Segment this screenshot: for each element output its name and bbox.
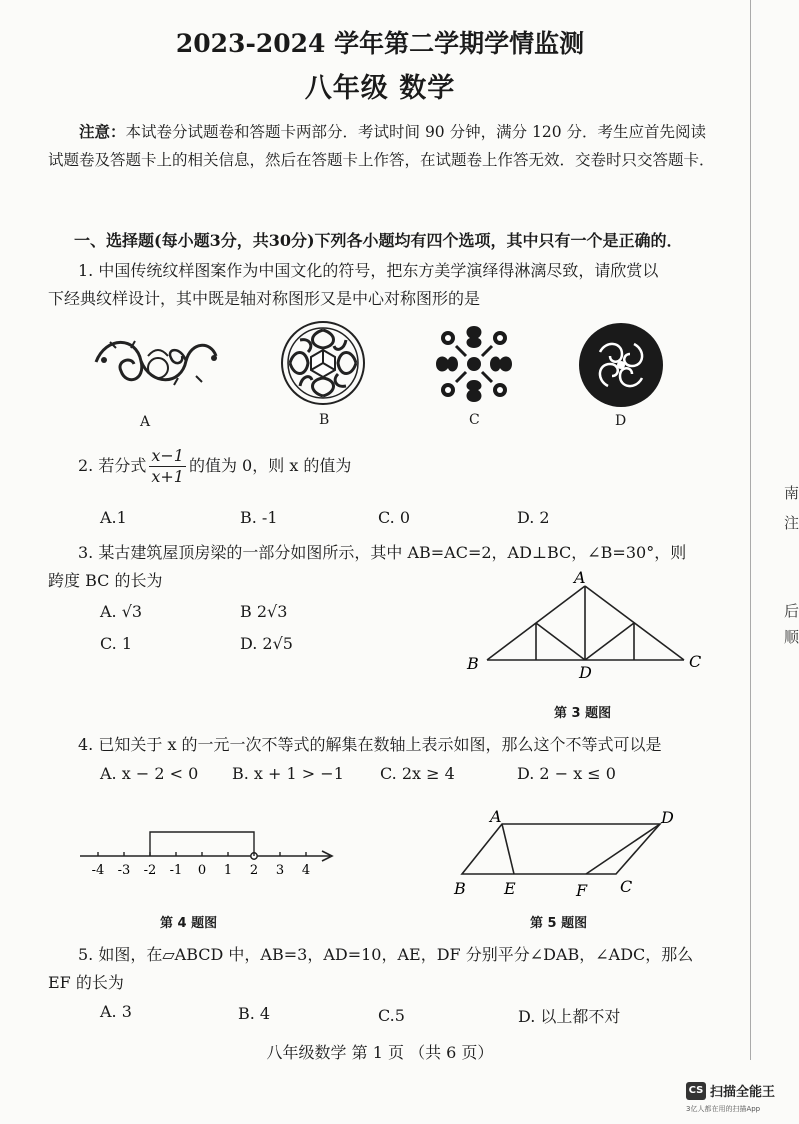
- pattern-a-label: A: [140, 414, 151, 430]
- q5-option-d: D. 以上都不对: [518, 1007, 621, 1026]
- q3-option-c: C. 1: [100, 634, 133, 653]
- q2-option-c: C. 0: [378, 508, 411, 527]
- q4-option-a: A. x − 2 < 0: [100, 764, 199, 783]
- q2-denominator: x+1: [151, 467, 184, 486]
- tick-label: 1: [223, 863, 233, 878]
- pattern-c-label: C: [469, 412, 480, 428]
- q4-stem: 4. 已知关于 x 的一元一次不等式的解集在数轴上表示如图，那么这个不等式可以是: [78, 735, 662, 754]
- q3-figure-caption: 第 3 题图: [554, 706, 612, 721]
- notice: [48, 118, 718, 174]
- q3-point-a: A: [574, 568, 586, 587]
- q1-line1: 1. 中国传统纹样图案作为中国文化的符号，把东方美学演绎得淋漓尽致，请欣赏以: [78, 261, 659, 280]
- pattern-d-image: [578, 322, 664, 408]
- section-1-heading: 一、选择题(每小题3分，共30分)下列各小题均有四个选项，其中只有一个是正确的．: [74, 231, 683, 250]
- q5-option-a: A. 3: [100, 1002, 132, 1021]
- edge-char-2: 注: [784, 514, 799, 532]
- tick-label: 4: [301, 863, 311, 878]
- q3-point-d: D: [579, 663, 592, 682]
- tick-label: 3: [275, 863, 285, 878]
- pattern-d-label: D: [615, 413, 627, 429]
- q2-prefix: 2. 若分式: [78, 456, 147, 475]
- q2-fraction: [149, 446, 186, 487]
- notice-text: 本试卷分试题卷和答题卡两部分．考试时间 90 分钟，满分 120 分．考生应首先阅读试题卷及答题卡上的相关信息，然后在答题卡上作答，在试题卷上作答无效．交卷时只交答题卡．: [48, 123, 715, 169]
- q1-line2: 下经典纹样设计，其中既是轴对称图形又是中心对称图形的是: [48, 289, 481, 308]
- q3-line1: 3. 某古建筑屋顶房梁的一部分如图所示，其中 AB=AC=2，AD⊥BC，∠B=30°，则: [78, 543, 687, 562]
- q3-point-b: B: [467, 654, 479, 673]
- q5-point-a: A: [490, 807, 502, 826]
- q5-line2: EF 的长为: [48, 973, 124, 992]
- q4-number-line: [76, 820, 338, 880]
- q4-option-b: B. x + 1 > −1: [232, 764, 344, 783]
- q4-option-c: C. 2x ≥ 4: [380, 764, 455, 783]
- q2-suffix: 的值为 0，则 x 的值为: [188, 456, 352, 475]
- q5-line1: 5. 如图，在▱ABCD 中，AB=3，AD=10，AE，DF 分别平分∠DAB，∠ADC，那么: [78, 945, 694, 964]
- pattern-c-image: [432, 322, 516, 406]
- camscanner-logo-icon: CS: [686, 1082, 706, 1100]
- q3-point-c: C: [689, 652, 702, 671]
- exam-subtitle: 八年级 数学: [304, 73, 456, 104]
- q3-option-d: D. 2√5: [240, 634, 293, 653]
- edge-char-1: 南: [784, 484, 799, 502]
- q4-figure-caption: 第 4 题图: [160, 916, 218, 931]
- tick-label: 2: [249, 863, 259, 878]
- pattern-b-image: [280, 320, 366, 406]
- notice-label: 注意：: [79, 122, 126, 141]
- q5-point-f: F: [576, 881, 588, 900]
- camscanner-name: 扫描全能王: [710, 1085, 776, 1100]
- q3-option-a: A. √3: [100, 602, 143, 621]
- edge-char-3: 后: [784, 602, 799, 620]
- q5-option-c: C.5: [378, 1006, 405, 1025]
- q2-option-a: A.1: [100, 508, 127, 527]
- q5-point-e: E: [504, 879, 516, 898]
- q4-option-d: D. 2 − x ≤ 0: [517, 764, 616, 783]
- q3-option-b: B 2√3: [240, 602, 288, 621]
- q5-point-c: C: [620, 877, 633, 896]
- page-edge-line: [750, 0, 751, 1060]
- q5-parallelogram-figure: [452, 808, 682, 900]
- camscanner-tagline: 3亿人都在用的扫描App: [686, 1105, 761, 1113]
- q2-numerator: x−1: [151, 446, 184, 465]
- page-footer: 八年级数学 第 1 页 （共 6 页）: [266, 1043, 494, 1062]
- q2-option-b: B. -1: [240, 508, 278, 527]
- q5-option-b: B. 4: [238, 1004, 271, 1023]
- tick-label: -4: [91, 863, 105, 878]
- pattern-b-label: B: [319, 412, 330, 428]
- tick-label: 0: [197, 863, 207, 878]
- q2-option-d: D. 2: [517, 508, 550, 527]
- q5-point-d: D: [661, 808, 674, 827]
- q3-line2: 跨度 BC 的长为: [48, 571, 163, 590]
- q2-stem: [78, 446, 351, 487]
- q5-point-b: B: [454, 879, 466, 898]
- pattern-a-image: [86, 326, 226, 396]
- tick-label: -3: [117, 863, 131, 878]
- tick-label: -2: [143, 863, 157, 878]
- q3-roof-figure: [460, 566, 710, 682]
- q5-figure-caption: 第 5 题图: [530, 916, 588, 931]
- exam-title: 2023-2024 学年第二学期学情监测: [175, 29, 585, 58]
- edge-char-4: 顺: [784, 628, 799, 646]
- tick-label: -1: [169, 863, 183, 878]
